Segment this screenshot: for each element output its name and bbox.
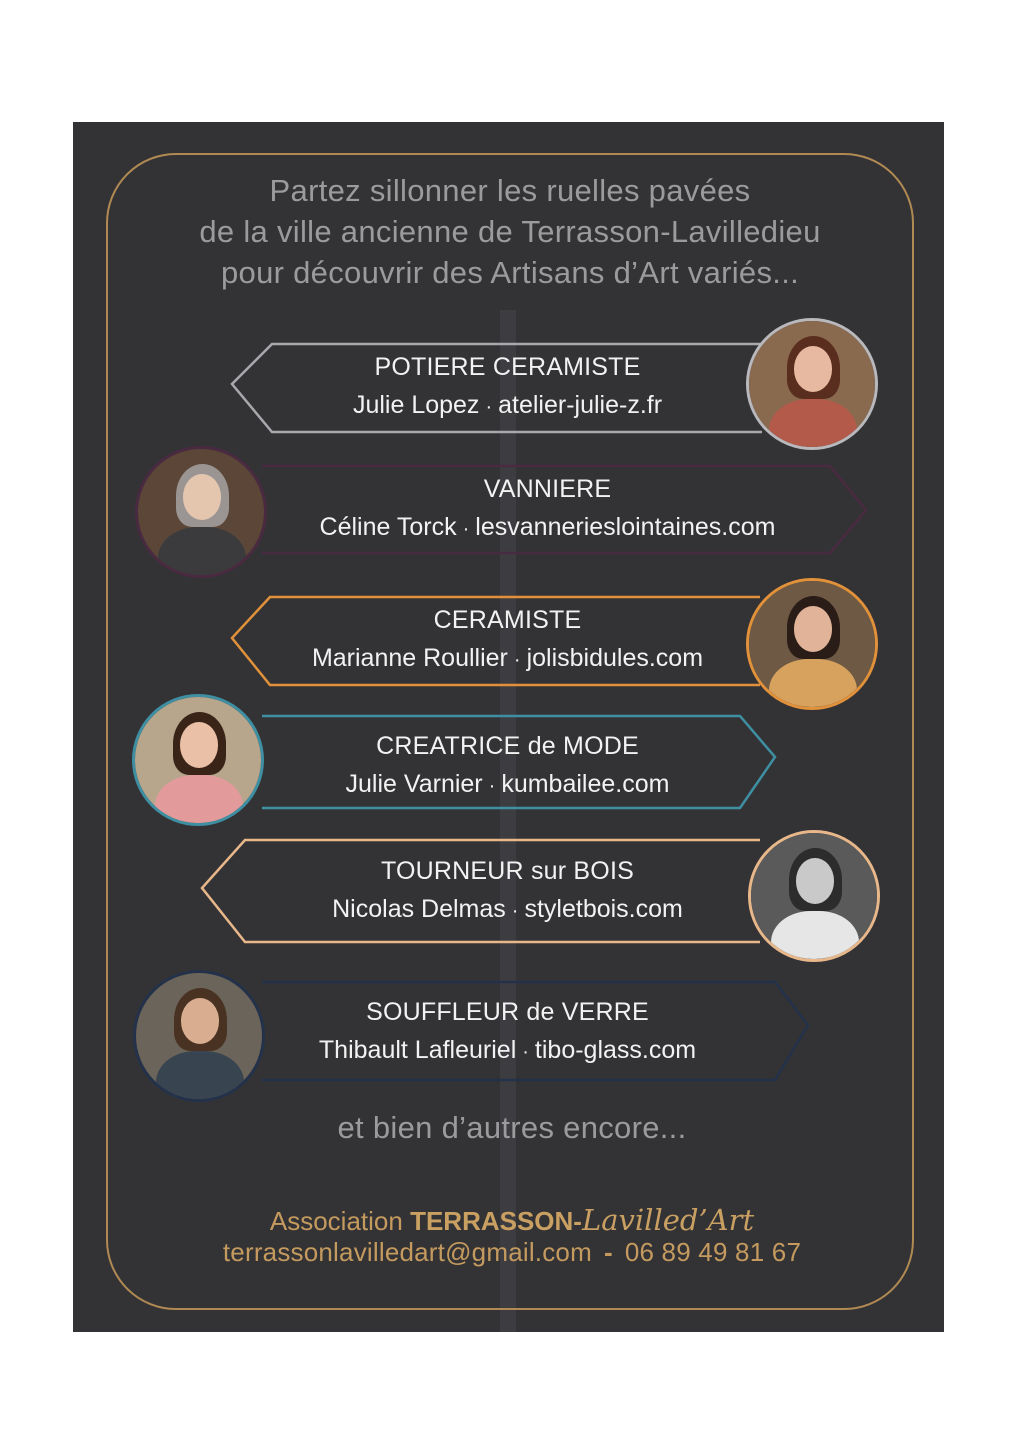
avatar-thibault-lafleuriel — [133, 970, 265, 1102]
artisan-name: Nicolas Delmas — [332, 895, 506, 923]
artisan-website[interactable]: styletbois.com — [524, 895, 683, 923]
separator-dot: · — [522, 1041, 529, 1063]
artisan-entry-4 — [290, 729, 725, 805]
separator-dot: · — [462, 518, 470, 540]
separator-dot: · — [485, 396, 493, 418]
association-prefix: Association — [269, 1206, 403, 1236]
intro-line-1: Partez sillonner les ruelles pavées — [269, 173, 751, 208]
craft-label: SOUFFLEUR de VERRE — [366, 998, 649, 1026]
association-line — [0, 1203, 1024, 1237]
intro-line-3: pour découvrir des Artisans d’Art variés... — [220, 255, 800, 290]
avatar-nicolas-delmas — [748, 830, 880, 962]
artisan-entry-2 — [275, 472, 820, 548]
avatar-celine-torck — [135, 446, 267, 578]
avatar-julie-lopez — [746, 318, 878, 450]
association-name: TERRASSON- — [410, 1206, 582, 1236]
artisan-website[interactable]: atelier-julie-z.fr — [498, 391, 663, 419]
artisan-entry-5 — [280, 854, 735, 930]
artisan-entry-3 — [270, 603, 745, 679]
craft-label: TOURNEUR sur BOIS — [381, 857, 634, 885]
contact-line — [0, 1237, 1024, 1268]
artisan-name: Céline Torck — [319, 513, 457, 541]
craft-label: CREATRICE de MODE — [376, 732, 639, 760]
contact-email[interactable]: terrassonlavilledart@gmail.com — [222, 1237, 592, 1267]
artisan-entry-1 — [300, 350, 715, 426]
artisan-website[interactable]: kumbailee.com — [501, 770, 670, 798]
artisan-entry-6 — [270, 995, 745, 1071]
artisan-name: Julie Varnier — [345, 770, 483, 798]
avatar-marianne-roullier — [746, 578, 878, 710]
contact-dash: - — [603, 1237, 613, 1267]
more-artisans-text: et bien d’autres encore... — [337, 1110, 687, 1145]
artisan-website[interactable]: jolisbidules.com — [526, 644, 704, 672]
avatar-julie-varnier — [132, 694, 264, 826]
contact-phone[interactable]: 06 89 49 81 67 — [624, 1237, 802, 1267]
separator-dot: · — [488, 775, 496, 797]
separator-dot: · — [511, 900, 519, 922]
artisan-name: Marianne Roullier — [311, 644, 508, 672]
association-logo-script: Lavilled’Art — [581, 1203, 755, 1237]
artisan-website[interactable]: tibo-glass.com — [534, 1036, 697, 1064]
intro-line-2: de la ville ancienne de Terrasson-Lavilledieu — [199, 214, 821, 249]
artisan-name: Thibault Lafleuriel — [318, 1036, 517, 1064]
artisan-website[interactable]: lesvannerieslointaines.com — [475, 513, 776, 541]
artisan-name: Julie Lopez — [352, 391, 480, 419]
craft-label: VANNIERE — [483, 475, 612, 503]
craft-label: POTIERE CERAMISTE — [374, 353, 641, 381]
separator-dot: · — [513, 649, 521, 671]
craft-label: CERAMISTE — [433, 606, 582, 634]
